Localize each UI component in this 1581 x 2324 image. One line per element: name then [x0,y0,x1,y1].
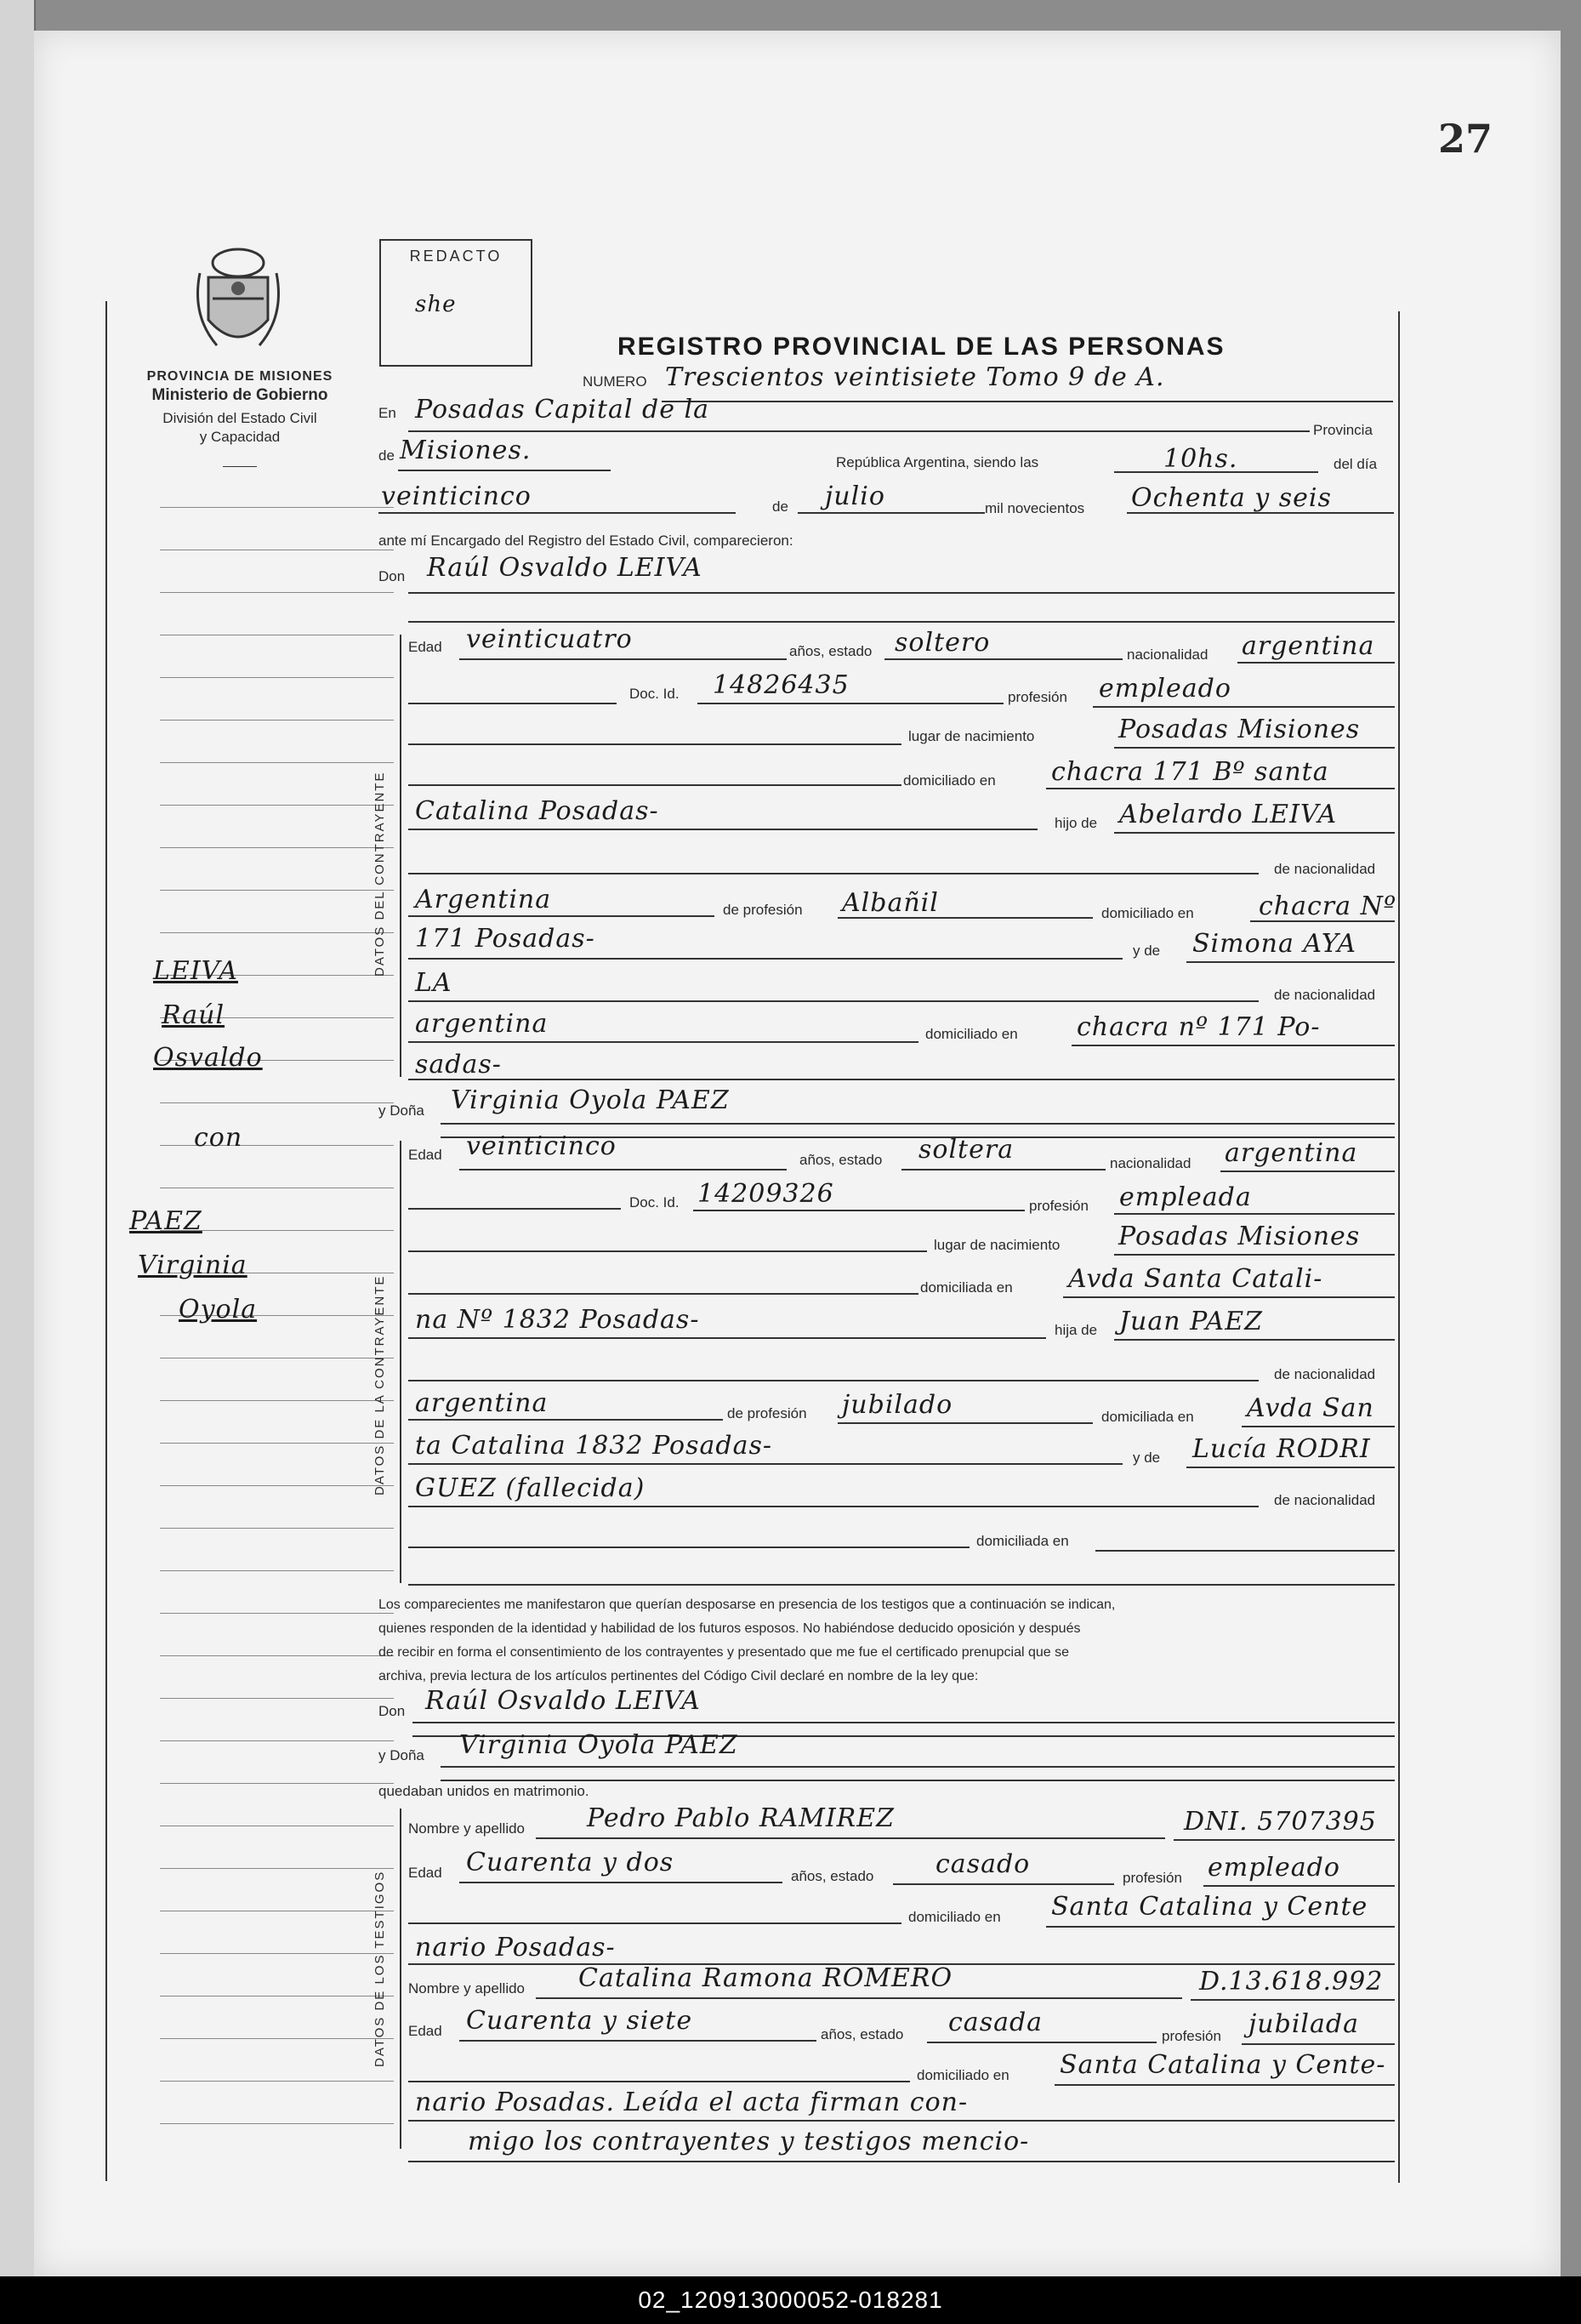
margin-bride-second-name: Oyola [179,1295,258,1324]
en-value: Posadas Capital de la [415,395,710,424]
w2-dom-1: Santa Catalina y Cente- [1060,2050,1386,2080]
decl-dona-value: Virginia Oyola PAEZ [459,1730,738,1760]
w1-nombre-value: Pedro Pablo RAMIREZ [587,1803,896,1833]
declaration-line-1: Los comparecientes me manifestaron que querían desposarse en presencia de los testigos que a continuación se indican, [378,1598,1116,1612]
bride-lugar-value: Posadas Misiones [1118,1222,1361,1251]
book-binding [0,0,36,2324]
groom-padre-nac: Argentina [415,885,552,914]
groom-madre-nac: argentina [415,1009,549,1039]
bride-hija-label: hija de [1055,1322,1098,1338]
groom-prof-value: empleado [1099,674,1231,703]
w2-dom-2: nario Posadas. Leída el acta firman con- [415,2088,969,2117]
bride-nac-value: argentina [1225,1138,1358,1168]
mil-label: mil novecientos [985,500,1085,516]
declaration-line-2: quienes responden de la identidad y habilidad de los futuros esposos. No habiéndose deducido oposición y después [378,1621,1081,1636]
groom-padre-nac-label: de nacionalidad [1274,861,1376,877]
bride-madre-value-1: Lucía RODRI [1192,1434,1371,1464]
w1-prof-value: empleado [1208,1853,1340,1883]
bride-padre-nac-label: de nacionalidad [1274,1366,1376,1382]
bride-dom-value-2: na Nº 1832 Posadas- [415,1305,700,1335]
margin-groom-surname: LEIVA [153,956,238,986]
mes-value: julio [825,481,885,511]
de-value: Misiones. [400,436,532,465]
witness-block-rule [400,1809,401,2149]
bride-padre-dom-2: ta Catalina 1832 Posadas- [415,1431,773,1461]
bride-doc-label: Doc. Id. [629,1194,680,1210]
groom-padre-value: Abelardo LEIVA [1119,800,1338,829]
w2-prof-label: profesión [1162,2028,1221,2044]
bride-madre-value-2: GUEZ (fallecida) [415,1473,645,1503]
bride-padre-value: Juan PAEZ [1119,1307,1263,1336]
de2-label: de [772,498,788,515]
dona-value: Virginia Oyola PAEZ [451,1085,730,1115]
redacto-label: REDACTO [409,248,503,265]
groom-madre-dom-1: chacra nº 171 Po- [1077,1012,1321,1042]
provincia-label: Provincia [1313,422,1373,438]
decl-don-value: Raúl Osvaldo LEIVA [425,1686,701,1716]
bride-padre-nac: argentina [415,1388,549,1418]
w2-dom-3: migo los contrayentes y testigos mencio- [468,2127,1030,2156]
w1-nombre-label: Nombre y apellido [408,1820,526,1837]
groom-edad-value: veinticuatro [466,624,633,654]
don-label: Don [378,568,406,584]
bride-dom-label: domiciliada en [920,1279,1013,1296]
dona-label: y Doña [378,1102,424,1119]
w1-dom-label: domiciliado en [908,1909,1001,1925]
bride-y-de-label: y de [1133,1450,1161,1466]
groom-madre-value-1: Simona AYA [1192,929,1356,959]
margin-bride-first-name: Virginia [138,1250,247,1280]
bride-nac-label: nacionalidad [1110,1155,1191,1171]
dia-value: veinticinco [381,481,532,511]
del-dia-label: del día [1334,456,1378,472]
decl-don-label: Don [378,1703,406,1719]
redacto-value: she [415,292,457,317]
groom-lugar-label: lugar de nacimiento [908,728,1035,744]
margin-groom-first-name: Raúl [162,1000,225,1030]
groom-block-rule [400,635,401,1077]
ministry-heading: Ministerio de Gobierno [151,386,328,404]
declaration-line-3: de recibir en forma el consentimiento de los contrayentes y presentado que me fue el certificado prenupcial que se [378,1645,1070,1660]
witness-side-label: DATOS DE LOS TESTIGOS [373,1870,387,2067]
w2-estado-label: años, estado [821,2026,904,2042]
w2-estado-value: casada [948,2008,1044,2037]
w2-dom-label: domiciliado en [917,2067,1009,2083]
ante-text: ante mí Encargado del Registro del Estado Civil, comparecieron: [378,533,793,549]
w1-doc-value: DNI. 5707395 [1184,1807,1377,1837]
groom-padre-dom-label: domiciliado en [1101,905,1194,921]
w2-doc-value: D.13.618.992 [1199,1967,1384,1996]
groom-madre-nac-label: de nacionalidad [1274,987,1376,1003]
bride-dom-value-1: Avda Santa Catali- [1068,1264,1323,1294]
groom-doc-value: 14826435 [713,670,850,700]
division-line-2: y Capacidad [199,429,281,445]
numero-value: Trescientos veintisiete Tomo 9 de A. [665,362,1165,392]
groom-side-label: DATOS DEL CONTRAYENTE [373,771,387,977]
groom-hijo-label: hijo de [1055,815,1098,831]
groom-lugar-value: Posadas Misiones [1118,715,1361,744]
margin-rule-left [105,301,107,2181]
w1-dom-2: nario Posadas- [415,1933,616,1962]
w2-nombre-label: Nombre y apellido [408,1980,526,1996]
w2-edad-value: Cuarenta y siete [466,2006,693,2036]
bride-madre-dom-label: domiciliada en [976,1533,1069,1549]
w1-estado-label: años, estado [791,1868,874,1884]
groom-madre-dom-2: sadas- [415,1050,502,1079]
de-label: de [378,447,395,464]
bride-estado-label: años, estado [799,1152,883,1168]
redacto-box [379,239,532,367]
bride-doc-value: 14209326 [697,1179,834,1209]
page-number: 27 [1437,116,1493,162]
groom-madre-dom-label: domiciliado en [925,1026,1018,1042]
declaration-line-4: archiva, previa lectura de los artículos pertinentes del Código Civil declaré en nombre de la ley que: [378,1669,979,1683]
groom-estado-value: soltero [895,628,991,658]
w1-prof-label: profesión [1123,1870,1182,1886]
bride-edad-value: veinticinco [466,1131,617,1161]
bride-padre-dom-1: Avda San [1247,1393,1374,1423]
groom-dom-value-2: Catalina Posadas- [415,796,659,826]
w1-estado-value: casado [936,1849,1031,1879]
don-value: Raúl Osvaldo LEIVA [427,553,702,583]
register-page [34,31,1561,2276]
bride-padre-prof-label: de profesión [727,1405,807,1421]
groom-estado-label: años, estado [789,643,873,659]
margin-connector: con [194,1123,243,1153]
decl-dona-label: y Doña [378,1747,424,1763]
groom-madre-value-2: LA [415,968,452,998]
groom-padre-prof-label: de profesión [723,902,803,918]
margin-groom-second-name: Osvaldo [153,1043,263,1073]
bride-prof-value: empleada [1119,1182,1252,1212]
bride-lugar-label: lugar de nacimiento [934,1237,1061,1253]
bride-estado-value: soltera [918,1135,1015,1165]
groom-dom-value-1: chacra 171 Bº santa [1051,757,1329,787]
w1-edad-value: Cuarenta y dos [466,1848,674,1877]
header-divider [223,466,257,467]
groom-nac-value: argentina [1242,631,1375,661]
bride-madre-nac-label: de nacionalidad [1274,1492,1376,1508]
margin-rule-right [1398,311,1400,2183]
groom-nac-label: nacionalidad [1127,647,1208,663]
scan-footer [0,2276,1581,2324]
province-heading: PROVINCIA DE MISIONES [146,369,333,384]
groom-y-de-label: y de [1133,943,1161,959]
hora-value: 10hs. [1163,444,1238,474]
unidos-text: quedaban unidos en matrimonio. [378,1783,589,1799]
document-title: REGISTRO PROVINCIAL DE LAS PERSONAS [617,333,1226,361]
groom-prof-label: profesión [1008,689,1067,705]
bride-padre-dom-label: domiciliada en [1101,1409,1194,1425]
groom-padre-dom-1: chacra Nº [1259,891,1396,921]
groom-dom-label: domiciliado en [903,772,996,789]
numero-label: NUMERO [583,373,647,390]
groom-padre-dom-2: 171 Posadas- [415,924,595,954]
division-line-1: División del Estado Civil [162,410,317,426]
bride-edad-label: Edad [408,1147,442,1163]
en-label: En [378,405,396,421]
image-id-label: 02_120913000052-018281 [638,2287,943,2313]
bride-padre-prof: jubilado [842,1390,953,1420]
anio-value: Ochenta y seis [1131,483,1332,513]
w1-dom-1: Santa Catalina y Cente [1051,1892,1368,1922]
groom-padre-prof: Albañil [842,888,939,918]
bride-side-label: DATOS DE LA CONTRAYENTE [373,1274,387,1495]
w1-edad-label: Edad [408,1865,442,1881]
groom-edad-label: Edad [408,639,442,655]
coat-of-arms-icon [191,239,285,367]
margin-bride-surname: PAEZ [129,1206,202,1236]
bride-prof-label: profesión [1029,1198,1089,1214]
w2-nombre-value: Catalina Ramona ROMERO [578,1963,953,1993]
groom-doc-label: Doc. Id. [629,686,680,702]
bride-block-rule [400,1141,401,1583]
republica-label: República Argentina, siendo las [836,454,1039,470]
w2-prof-value: jubilada [1248,2009,1359,2039]
w2-edad-label: Edad [408,2023,442,2039]
